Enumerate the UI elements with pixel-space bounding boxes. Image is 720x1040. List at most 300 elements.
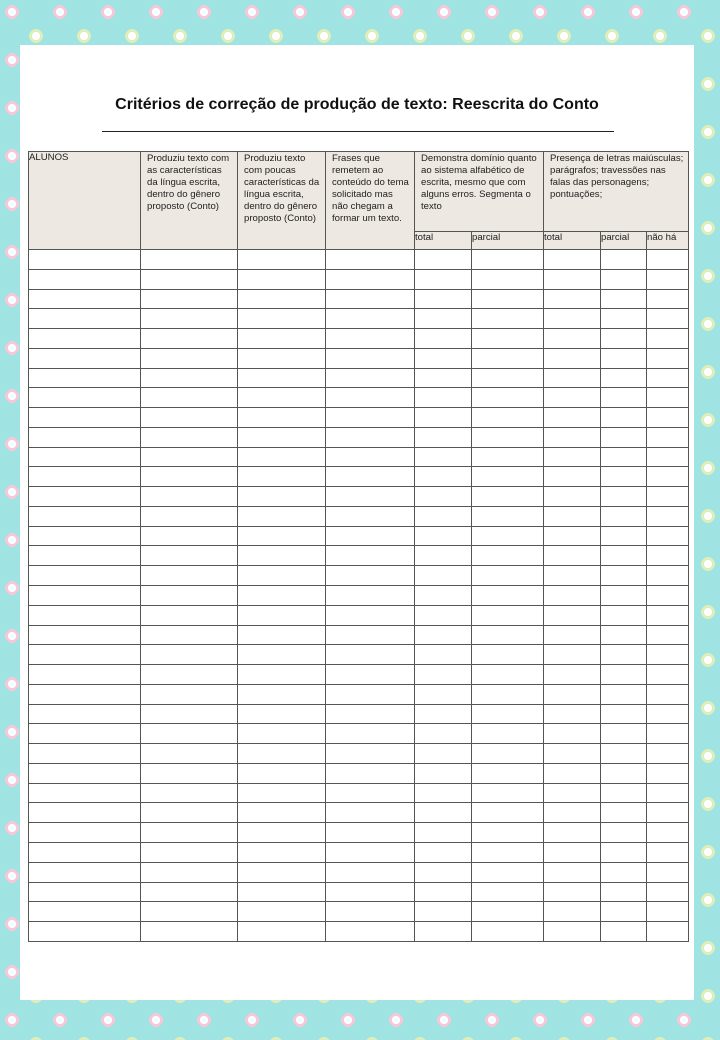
table-cell[interactable] (415, 842, 472, 862)
table-cell[interactable] (647, 388, 689, 408)
table-cell[interactable] (415, 269, 472, 289)
table-cell[interactable] (472, 783, 544, 803)
table-cell[interactable] (415, 368, 472, 388)
table-cell[interactable] (415, 645, 472, 665)
table-cell[interactable] (544, 309, 601, 329)
table-cell[interactable] (415, 447, 472, 467)
table-cell[interactable] (238, 684, 326, 704)
table-cell[interactable] (544, 625, 601, 645)
table-cell[interactable] (544, 388, 601, 408)
table-cell[interactable] (472, 566, 544, 586)
table-cell[interactable] (326, 546, 415, 566)
table-cell[interactable] (29, 922, 141, 942)
table-cell[interactable] (415, 763, 472, 783)
table-cell[interactable] (326, 744, 415, 764)
table-cell[interactable] (472, 289, 544, 309)
table-cell[interactable] (472, 803, 544, 823)
table-cell[interactable] (29, 842, 141, 862)
table-cell[interactable] (141, 269, 238, 289)
table-cell[interactable] (29, 605, 141, 625)
table-cell[interactable] (544, 704, 601, 724)
table-cell[interactable] (472, 427, 544, 447)
table-cell[interactable] (326, 862, 415, 882)
table-cell[interactable] (415, 704, 472, 724)
table-cell[interactable] (238, 467, 326, 487)
table-cell[interactable] (647, 665, 689, 685)
table-cell[interactable] (326, 922, 415, 942)
table-cell[interactable] (415, 744, 472, 764)
table-cell[interactable] (238, 427, 326, 447)
table-cell[interactable] (544, 823, 601, 843)
table-cell[interactable] (29, 862, 141, 882)
table-cell[interactable] (238, 803, 326, 823)
table-cell[interactable] (141, 625, 238, 645)
table-cell[interactable] (141, 250, 238, 270)
table-cell[interactable] (415, 783, 472, 803)
table-cell[interactable] (472, 329, 544, 349)
table-cell[interactable] (415, 427, 472, 447)
table-cell[interactable] (29, 902, 141, 922)
table-cell[interactable] (326, 783, 415, 803)
table-cell[interactable] (647, 566, 689, 586)
table-cell[interactable] (601, 427, 647, 447)
table-cell[interactable] (326, 289, 415, 309)
table-cell[interactable] (238, 546, 326, 566)
table-cell[interactable] (415, 289, 472, 309)
table-cell[interactable] (415, 922, 472, 942)
table-cell[interactable] (238, 566, 326, 586)
table-cell[interactable] (601, 546, 647, 566)
table-cell[interactable] (238, 823, 326, 843)
table-cell[interactable] (647, 269, 689, 289)
table-cell[interactable] (238, 526, 326, 546)
table-cell[interactable] (29, 763, 141, 783)
table-cell[interactable] (238, 487, 326, 507)
table-cell[interactable] (238, 763, 326, 783)
table-cell[interactable] (141, 309, 238, 329)
table-cell[interactable] (472, 625, 544, 645)
table-cell[interactable] (238, 388, 326, 408)
table-cell[interactable] (544, 882, 601, 902)
table-cell[interactable] (29, 803, 141, 823)
table-cell[interactable] (141, 447, 238, 467)
table-cell[interactable] (647, 763, 689, 783)
table-cell[interactable] (29, 289, 141, 309)
table-cell[interactable] (601, 526, 647, 546)
table-cell[interactable] (326, 526, 415, 546)
table-cell[interactable] (647, 368, 689, 388)
table-cell[interactable] (141, 487, 238, 507)
table-cell[interactable] (647, 586, 689, 606)
table-cell[interactable] (472, 645, 544, 665)
table-cell[interactable] (29, 467, 141, 487)
table-cell[interactable] (238, 506, 326, 526)
table-cell[interactable] (29, 566, 141, 586)
table-cell[interactable] (647, 823, 689, 843)
table-cell[interactable] (601, 487, 647, 507)
table-cell[interactable] (29, 783, 141, 803)
table-cell[interactable] (141, 605, 238, 625)
table-cell[interactable] (544, 546, 601, 566)
table-cell[interactable] (601, 566, 647, 586)
table-cell[interactable] (238, 586, 326, 606)
table-cell[interactable] (326, 309, 415, 329)
table-cell[interactable] (326, 902, 415, 922)
table-cell[interactable] (326, 506, 415, 526)
table-cell[interactable] (601, 250, 647, 270)
table-cell[interactable] (29, 348, 141, 368)
table-cell[interactable] (415, 506, 472, 526)
table-cell[interactable] (647, 605, 689, 625)
table-cell[interactable] (601, 348, 647, 368)
table-cell[interactable] (544, 526, 601, 546)
table-cell[interactable] (29, 882, 141, 902)
table-cell[interactable] (326, 329, 415, 349)
table-cell[interactable] (415, 823, 472, 843)
table-cell[interactable] (326, 842, 415, 862)
table-cell[interactable] (601, 665, 647, 685)
table-cell[interactable] (601, 882, 647, 902)
table-cell[interactable] (601, 922, 647, 942)
table-cell[interactable] (415, 348, 472, 368)
table-cell[interactable] (544, 269, 601, 289)
table-cell[interactable] (415, 309, 472, 329)
table-cell[interactable] (326, 348, 415, 368)
table-cell[interactable] (544, 329, 601, 349)
table-cell[interactable] (326, 645, 415, 665)
table-cell[interactable] (647, 862, 689, 882)
table-cell[interactable] (326, 408, 415, 428)
table-cell[interactable] (29, 526, 141, 546)
table-cell[interactable] (326, 665, 415, 685)
table-cell[interactable] (29, 309, 141, 329)
table-cell[interactable] (601, 605, 647, 625)
table-cell[interactable] (544, 724, 601, 744)
table-cell[interactable] (415, 526, 472, 546)
table-cell[interactable] (472, 902, 544, 922)
table-cell[interactable] (544, 684, 601, 704)
table-cell[interactable] (29, 388, 141, 408)
table-cell[interactable] (141, 823, 238, 843)
table-cell[interactable] (238, 882, 326, 902)
table-cell[interactable] (647, 487, 689, 507)
table-cell[interactable] (601, 388, 647, 408)
table-cell[interactable] (601, 447, 647, 467)
table-cell[interactable] (601, 329, 647, 349)
table-cell[interactable] (472, 546, 544, 566)
table-cell[interactable] (472, 724, 544, 744)
table-cell[interactable] (326, 388, 415, 408)
table-cell[interactable] (472, 744, 544, 764)
table-cell[interactable] (141, 744, 238, 764)
table-cell[interactable] (29, 408, 141, 428)
table-cell[interactable] (141, 665, 238, 685)
table-cell[interactable] (601, 823, 647, 843)
table-cell[interactable] (472, 763, 544, 783)
table-cell[interactable] (238, 724, 326, 744)
table-cell[interactable] (544, 763, 601, 783)
table-cell[interactable] (141, 763, 238, 783)
table-cell[interactable] (141, 388, 238, 408)
table-cell[interactable] (601, 467, 647, 487)
table-cell[interactable] (29, 704, 141, 724)
table-cell[interactable] (544, 665, 601, 685)
table-cell[interactable] (544, 586, 601, 606)
table-cell[interactable] (472, 447, 544, 467)
table-cell[interactable] (238, 408, 326, 428)
table-cell[interactable] (472, 309, 544, 329)
table-cell[interactable] (472, 842, 544, 862)
table-cell[interactable] (415, 862, 472, 882)
table-cell[interactable] (544, 427, 601, 447)
table-cell[interactable] (29, 269, 141, 289)
table-cell[interactable] (141, 882, 238, 902)
table-cell[interactable] (238, 289, 326, 309)
table-cell[interactable] (415, 724, 472, 744)
table-cell[interactable] (415, 803, 472, 823)
table-cell[interactable] (326, 269, 415, 289)
table-cell[interactable] (141, 348, 238, 368)
table-cell[interactable] (415, 566, 472, 586)
table-cell[interactable] (141, 803, 238, 823)
table-cell[interactable] (647, 922, 689, 942)
table-cell[interactable] (141, 289, 238, 309)
table-cell[interactable] (647, 783, 689, 803)
table-cell[interactable] (415, 586, 472, 606)
table-cell[interactable] (472, 250, 544, 270)
table-cell[interactable] (472, 506, 544, 526)
table-cell[interactable] (544, 645, 601, 665)
table-cell[interactable] (647, 526, 689, 546)
table-cell[interactable] (601, 368, 647, 388)
table-cell[interactable] (326, 586, 415, 606)
table-cell[interactable] (647, 329, 689, 349)
table-cell[interactable] (472, 408, 544, 428)
table-cell[interactable] (238, 309, 326, 329)
table-cell[interactable] (472, 665, 544, 685)
table-cell[interactable] (544, 605, 601, 625)
table-cell[interactable] (141, 427, 238, 447)
table-cell[interactable] (141, 368, 238, 388)
table-cell[interactable] (601, 309, 647, 329)
table-cell[interactable] (647, 724, 689, 744)
table-cell[interactable] (326, 566, 415, 586)
table-cell[interactable] (29, 329, 141, 349)
table-cell[interactable] (326, 250, 415, 270)
table-cell[interactable] (544, 408, 601, 428)
table-cell[interactable] (647, 289, 689, 309)
table-cell[interactable] (141, 586, 238, 606)
table-cell[interactable] (326, 704, 415, 724)
table-cell[interactable] (544, 467, 601, 487)
table-cell[interactable] (326, 763, 415, 783)
table-cell[interactable] (601, 724, 647, 744)
table-cell[interactable] (326, 625, 415, 645)
table-cell[interactable] (29, 447, 141, 467)
table-cell[interactable] (415, 665, 472, 685)
table-cell[interactable] (601, 862, 647, 882)
table-cell[interactable] (326, 447, 415, 467)
table-cell[interactable] (141, 329, 238, 349)
table-cell[interactable] (29, 665, 141, 685)
table-cell[interactable] (141, 902, 238, 922)
table-cell[interactable] (415, 605, 472, 625)
table-cell[interactable] (141, 645, 238, 665)
table-cell[interactable] (326, 487, 415, 507)
table-cell[interactable] (544, 447, 601, 467)
table-cell[interactable] (601, 842, 647, 862)
table-cell[interactable] (415, 625, 472, 645)
table-cell[interactable] (415, 684, 472, 704)
table-cell[interactable] (415, 467, 472, 487)
table-cell[interactable] (472, 487, 544, 507)
table-cell[interactable] (326, 803, 415, 823)
table-cell[interactable] (544, 862, 601, 882)
table-cell[interactable] (238, 625, 326, 645)
table-cell[interactable] (141, 724, 238, 744)
table-cell[interactable] (238, 902, 326, 922)
table-cell[interactable] (29, 546, 141, 566)
table-cell[interactable] (415, 487, 472, 507)
table-cell[interactable] (415, 902, 472, 922)
table-cell[interactable] (238, 744, 326, 764)
table-cell[interactable] (544, 783, 601, 803)
table-cell[interactable] (544, 506, 601, 526)
table-cell[interactable] (472, 368, 544, 388)
table-cell[interactable] (472, 823, 544, 843)
table-cell[interactable] (29, 586, 141, 606)
table-cell[interactable] (472, 605, 544, 625)
table-cell[interactable] (472, 467, 544, 487)
table-cell[interactable] (647, 684, 689, 704)
table-cell[interactable] (472, 882, 544, 902)
table-cell[interactable] (647, 902, 689, 922)
table-cell[interactable] (238, 447, 326, 467)
table-cell[interactable] (601, 289, 647, 309)
table-cell[interactable] (141, 546, 238, 566)
table-cell[interactable] (601, 902, 647, 922)
table-cell[interactable] (238, 922, 326, 942)
table-cell[interactable] (326, 368, 415, 388)
table-cell[interactable] (29, 684, 141, 704)
table-cell[interactable] (29, 625, 141, 645)
table-cell[interactable] (326, 467, 415, 487)
table-cell[interactable] (601, 803, 647, 823)
table-cell[interactable] (238, 368, 326, 388)
table-cell[interactable] (141, 862, 238, 882)
table-cell[interactable] (647, 882, 689, 902)
table-cell[interactable] (29, 645, 141, 665)
table-cell[interactable] (544, 902, 601, 922)
table-cell[interactable] (29, 823, 141, 843)
table-cell[interactable] (472, 684, 544, 704)
table-cell[interactable] (238, 250, 326, 270)
table-cell[interactable] (29, 487, 141, 507)
table-cell[interactable] (647, 546, 689, 566)
table-cell[interactable] (238, 645, 326, 665)
table-cell[interactable] (647, 408, 689, 428)
table-cell[interactable] (647, 309, 689, 329)
table-cell[interactable] (141, 783, 238, 803)
table-cell[interactable] (647, 842, 689, 862)
table-cell[interactable] (326, 823, 415, 843)
table-cell[interactable] (544, 566, 601, 586)
table-cell[interactable] (238, 329, 326, 349)
table-cell[interactable] (601, 506, 647, 526)
table-cell[interactable] (238, 665, 326, 685)
table-cell[interactable] (415, 546, 472, 566)
table-cell[interactable] (601, 645, 647, 665)
table-cell[interactable] (29, 368, 141, 388)
table-cell[interactable] (472, 922, 544, 942)
table-cell[interactable] (29, 724, 141, 744)
table-cell[interactable] (141, 684, 238, 704)
table-cell[interactable] (647, 803, 689, 823)
table-cell[interactable] (29, 427, 141, 447)
table-cell[interactable] (141, 506, 238, 526)
table-cell[interactable] (544, 842, 601, 862)
table-cell[interactable] (544, 487, 601, 507)
table-cell[interactable] (601, 586, 647, 606)
table-cell[interactable] (472, 704, 544, 724)
table-cell[interactable] (141, 408, 238, 428)
table-cell[interactable] (238, 348, 326, 368)
table-cell[interactable] (544, 348, 601, 368)
table-cell[interactable] (326, 605, 415, 625)
table-cell[interactable] (601, 408, 647, 428)
table-cell[interactable] (141, 526, 238, 546)
table-cell[interactable] (647, 250, 689, 270)
table-cell[interactable] (472, 526, 544, 546)
table-cell[interactable] (472, 388, 544, 408)
table-cell[interactable] (29, 506, 141, 526)
table-cell[interactable] (238, 704, 326, 724)
table-cell[interactable] (415, 250, 472, 270)
table-cell[interactable] (415, 388, 472, 408)
table-cell[interactable] (601, 783, 647, 803)
table-cell[interactable] (141, 467, 238, 487)
table-cell[interactable] (472, 862, 544, 882)
table-cell[interactable] (647, 645, 689, 665)
table-cell[interactable] (647, 744, 689, 764)
table-cell[interactable] (472, 586, 544, 606)
table-cell[interactable] (544, 368, 601, 388)
table-cell[interactable] (647, 704, 689, 724)
table-cell[interactable] (601, 625, 647, 645)
table-cell[interactable] (647, 447, 689, 467)
table-cell[interactable] (415, 408, 472, 428)
table-cell[interactable] (326, 882, 415, 902)
table-cell[interactable] (472, 348, 544, 368)
table-cell[interactable] (29, 250, 141, 270)
table-cell[interactable] (601, 704, 647, 724)
table-cell[interactable] (647, 506, 689, 526)
table-cell[interactable] (141, 842, 238, 862)
table-cell[interactable] (647, 625, 689, 645)
table-cell[interactable] (647, 467, 689, 487)
table-cell[interactable] (238, 783, 326, 803)
table-cell[interactable] (141, 566, 238, 586)
table-cell[interactable] (647, 348, 689, 368)
table-cell[interactable] (29, 744, 141, 764)
table-cell[interactable] (238, 842, 326, 862)
table-cell[interactable] (326, 684, 415, 704)
table-cell[interactable] (601, 269, 647, 289)
table-cell[interactable] (601, 763, 647, 783)
table-cell[interactable] (601, 684, 647, 704)
table-cell[interactable] (544, 803, 601, 823)
table-cell[interactable] (238, 269, 326, 289)
